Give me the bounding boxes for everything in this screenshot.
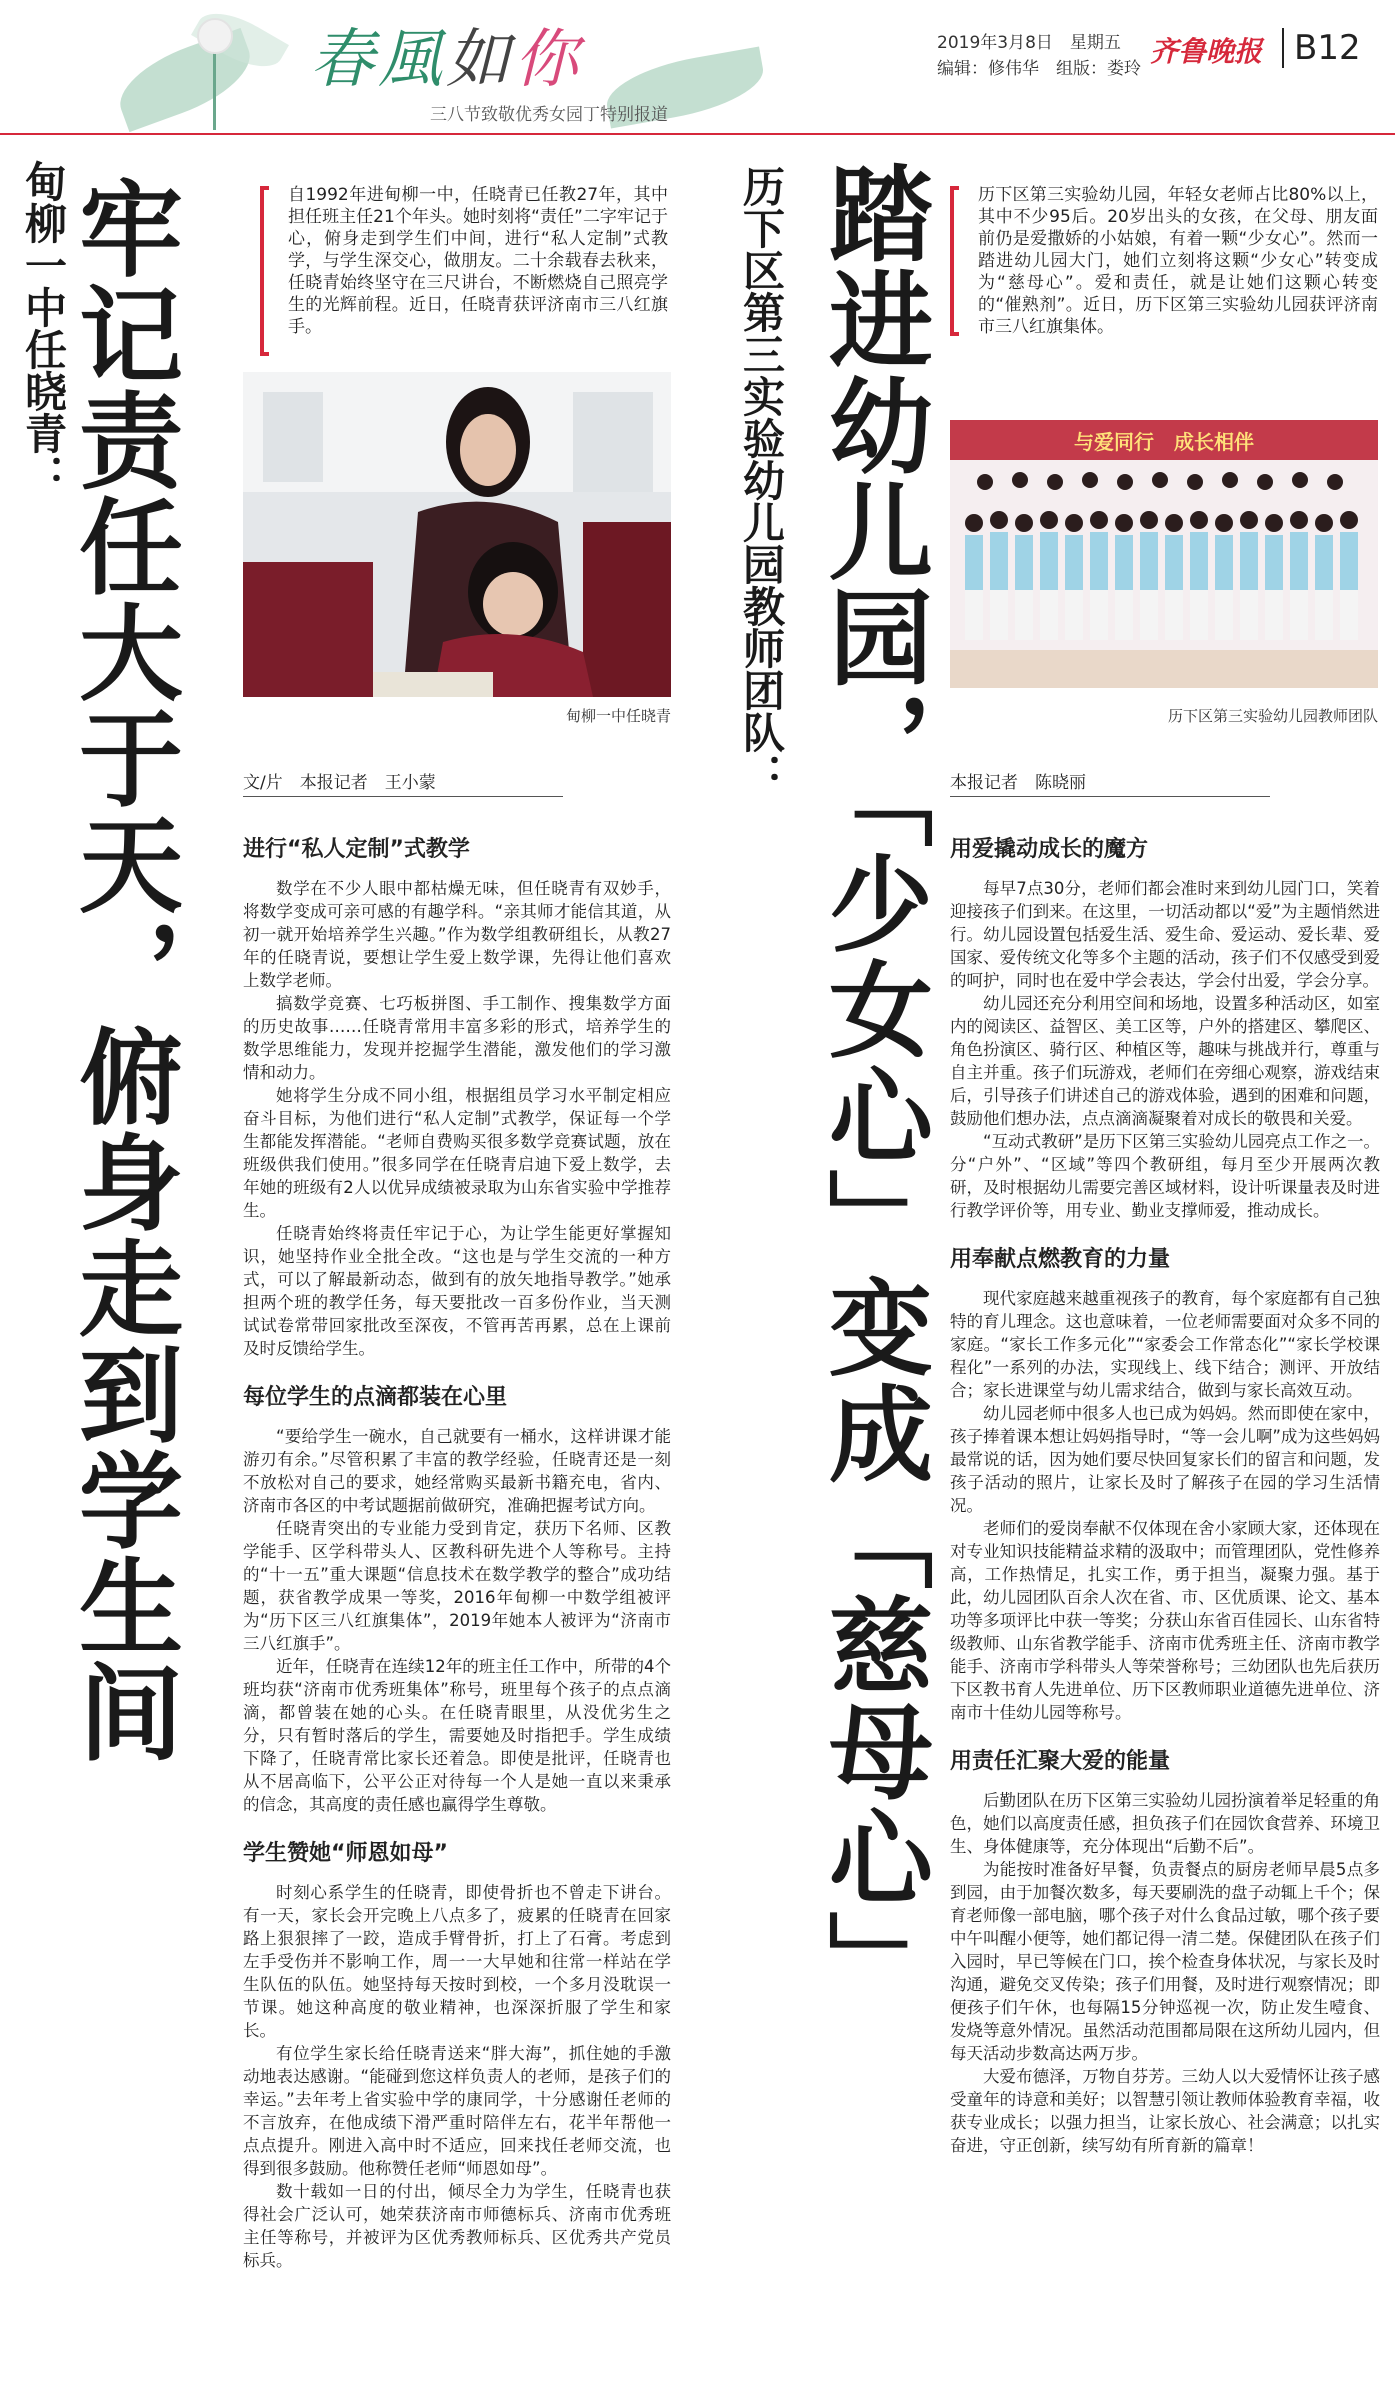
section-heading: 用奉献点燃教育的力量 [950, 1247, 1171, 1272]
right-headline: 踏进幼儿园，「少女心」变成「慈母心」 [811, 160, 933, 2016]
right-photo-caption: 历下区第三实验幼儿园教师团队 [1167, 707, 1378, 725]
newspaper-logo: 齐鲁晚报 [1150, 35, 1263, 68]
paragraph: 任晓青始终将责任牢记于心，为让学生能更好掌握知识，她坚持作业全批全改。“这也是与学生交流的一种方式，可以了解最新动态，做到有的放矢地指导教学。”她承担两个班的教学任务，每天要批改一百多份作业，当天测试试卷常带回家批改至深夜，不管再苦再累，总在上课前及时反馈给学生。 [243, 1224, 671, 1358]
section-heading: 学生赞她“师恩如母” [243, 1841, 448, 1866]
paragraph: 搞数学竞赛、七巧板拼图、手工制作、搜集数学方面的历史故事……任晓青常用丰富多彩的形式，培养学生的数学思维能力，发现并挖掘学生潜能，激发他们的学习激情和动力。 [243, 994, 671, 1082]
paragraph: 幼儿园还充分利用空间和场地，设置多种活动区，如室内的阅读区、益智区、美工区等，户外的搭建区、攀爬区、角色扮演区、骑行区、种植区等，趣味与挑战并行，尊重与自主并重。孩子们玩游戏，老师们在旁细心观察，游戏结束后，引导孩子们讲述自己的游戏体验，遇到的困难和问题，鼓励他们想办法，点点滴滴凝聚着对成长的敬畏和关爱。 [950, 994, 1380, 1128]
paragraph: 大爱布德泽，万物自芬芳。三幼人以大爱情怀让孩子感受童年的诗意和美好；以智慧引领让教师体验教育幸福，收获专业成长；以强力担当，让家长放心、社会满意；以扎实奋进，守正创新，续写幼有所育新的篇章！ [950, 2067, 1380, 2155]
page-number: B12 [1282, 28, 1361, 68]
paragraph: 数学在不少人眼中都枯燥无味，但任晓青有双妙手，将数学变成可亲可感的有趣学科。“亲其师才能信其道，从初一就开始培养学生兴趣。”作为数学组教研组长，从教27年的任晓青说，要想让学生爱上数学课，先得让他们喜欢上数学老师。 [243, 879, 671, 990]
right-photo [950, 420, 1378, 688]
intro-bracket [950, 186, 959, 336]
flower-icon [197, 18, 233, 54]
page-header [0, 0, 1395, 135]
left-body [243, 812, 671, 2272]
paragraph: 数十载如一日的付出，倾尽全力为学生，任晓青也获得社会广泛认可，她荣获济南市师德标兵、济南市优秀班主任等称号，并被评为区优秀教师标兵、区优秀共产党员标兵。 [243, 2182, 671, 2270]
paragraph: “互动式教研”是历下区第三实验幼儿园亮点工作之一。分“户外”、“区域”等四个教研组，每月至少开展两次教研，及时根据幼儿需要完善区域材料，设计听课量表及时进行教学评价等，用专业、勤业支撑师爱，推动成长。 [950, 1132, 1380, 1220]
right-byline: 本报记者 陈晓丽 [950, 768, 1270, 797]
paragraph: 幼儿园老师中很多人也已成为妈妈。然而即使在家中，孩子捧着课本想让妈妈指导时，“等一会儿啊”成为这些妈妈最常说的话，因为她们要尽快回复家长们的留言和问题，发孩子活动的照片，让家长及时了解孩子在园的学习生活情况。 [950, 1404, 1380, 1515]
paragraph: 时刻心系学生的任晓青，即使骨折也不曾走下讲台。有一天，家长会开完晚上八点多了，疲累的任晓青在回家路上狠狠摔了一跤，造成手臂骨折，打上了石膏。考虑到左手受伤并不影响工作，周一一大早她和往常一样站在学生队伍的队伍。她坚持每天按时到校，一个多月没耽误一节课。她这种高度的敬业精神，也深深折服了学生和家长。 [243, 1883, 671, 2040]
section-heading: 用责任汇聚大爱的能量 [950, 1749, 1171, 1774]
paragraph: 现代家庭越来越重视孩子的教育，每个家庭都有自己独特的育儿理念。这也意味着，一位老师需要面对众多不同的家庭。“家长工作多元化”“家委会工作常态化”“家长学校课程化”一系列的办法，实现线上、线下结合；测评、开放结合；家长进课堂与幼儿需求结合，做到与家长高效互动。 [950, 1289, 1380, 1400]
right-subtitle: 历下区第三实验幼儿园教师团队： [737, 165, 786, 795]
editor-credits: 编辑：修伟华 组版：娄玲 [937, 59, 1141, 79]
intro-bracket [260, 186, 269, 356]
banner-title: 春風如你 [310, 23, 582, 97]
left-subtitle: 甸柳一中任晓青： [19, 160, 68, 496]
paragraph: “要给学生一碗水，自己就要有一桶水，这样讲课才能游刃有余。”尽管积累了丰富的教学经验，任晓青还是一刻不放松对自己的要求，她经常购买最新书籍充电，省内、济南市各区的中考试题据前做研究，准确把握考试方向。 [243, 1427, 671, 1515]
paragraph: 任晓青突出的专业能力受到肯定，获历下名师、区教学能手、区学科带头人、区教科研先进个人等称号。主持的“十一五”重大课题“信息技术在数学教学的整合”成功结题，获省教学成果一等奖，2016年甸柳一中数学组被评为“历下区三八红旗集体”，2019年她本人被评为“济南市三八红旗手”。 [243, 1519, 671, 1653]
paragraph: 老师们的爱岗奉献不仅体现在舍小家顾大家，还体现在对专业知识技能精益求精的汲取中；而管理团队，党性修养高，工作热情足，扎实工作，勇于担当，凝聚力强。基于此，幼儿园团队百余人次在省、市、区优质课、论文、基本功等多项评比中获一等奖；分获山东省百佳园长、山东省特级教师、山东省教学能手、济南市优秀班主任、济南市教学能手、济南市学科带头人等荣誉称号；三幼团队也先后获历下区教书育人先进单位、历下区教师职业道德先进单位、济南市十佳幼儿园等称号。 [950, 1519, 1380, 1722]
section-heading: 进行“私人定制”式教学 [243, 837, 470, 862]
left-headline: 牢记责任大于天，俯身走到学生间 [61, 175, 183, 1765]
paragraph: 为能按时准备好早餐，负责餐点的厨房老师早晨5点多到园，由于加餐次数多，每天要刷洗的盘子动辄上千个；保育老师像一部电脑，哪个孩子对什么食品过敏，哪个孩子要中午叫醒小便等，她们都记得一清二楚。保健团队在孩子们入园时，早已等候在门口，挨个检查身体状况，与家长及时沟通，避免交叉传染；孩子们用餐，及时进行观察情况；即便孩子们午休，也每隔15分钟巡视一次，防止发生噎食、发烧等意外情况。虽然活动范围都局限在这所幼儿园内，但每天活动步数高达两万步。 [950, 1860, 1380, 2063]
left-photo-caption: 甸柳一中任晓青 [565, 707, 671, 725]
photo-banner-text: 与爱同行 成长相伴 [1074, 430, 1254, 454]
section-heading: 用爱撬动成长的魔方 [950, 837, 1149, 862]
paragraph: 每早7点30分，老师们都会准时来到幼儿园门口，笑着迎接孩子们到来。在这里，一切活动都以“爱”为主题悄然进行。幼儿园设置包括爱生活、爱生命、爱运动、爱长辈、爱国家、爱传统文化等多个主题的活动，孩子们不仅感受到爱的呵护，同时也在爱中学会表达，学会付出爱，学会分享。 [950, 879, 1380, 990]
issue-date: 2019年3月8日 星期五 [937, 33, 1121, 53]
section-heading: 每位学生的点滴都装在心里 [243, 1385, 508, 1410]
right-body [950, 812, 1380, 2157]
paragraph: 她将学生分成不同小组，根据组员学习水平制定相应奋斗目标，为他们进行“私人定制”式教学，保证每一个学生都能发挥潜能。“老师自费购买很多数学竞赛试题，放在班级供我们使用。”很多同学在任晓青启迪下爱上数学，去年她的班级有2人以优异成绩被录取为山东省实验中学推荐生。 [243, 1086, 671, 1220]
right-intro: 历下区第三实验幼儿园，年轻女老师占比80%以上，其中不少95后。20岁出头的女孩，在父母、朋友面前仍是爱撒娇的小姑娘，有着一颗“少女心”。然而一踏进幼儿园大门，她们立刻将这颗“少女心”转变成为“慈母心”。爱和责任，就是让她们这颗心转变的“催熟剂”。近日，历下区第三实验幼儿园获评济南市三八红旗集体。 [978, 185, 1378, 337]
left-intro: 自1992年进甸柳一中，任晓青已任教27年，其中担任班主任21个年头。她时刻将“责任”二字牢记于心，俯身走到学生们中间，进行“私人定制”式教学，与学生深交心，做朋友。二十余载春去秋来，任晓青始终坚守在三尺讲台，不断燃烧自己照亮学生的光辉前程。近日，任晓青获评济南市三八红旗手。 [288, 185, 668, 337]
paragraph: 后勤团队在历下区第三实验幼儿园扮演着举足轻重的角色，她们以高度责任感，担负孩子们在园饮食营养、环境卫生、身体健康等，充分体现出“后勤不后”。 [950, 1791, 1380, 1856]
paragraph: 有位学生家长给任晓青送来“胖大海”，抓住她的手激动地表达感谢。“能碰到您这样负责人的老师，是孩子们的幸运。”去年考上省实验中学的康同学，十分感谢任老师的不言放弃，在他成绩下滑严重时陪伴左右，花半年帮他一点点提升。刚进入高中时不适应，回来找任老师交流，也得到很多鼓励。他称赞任老师“师恩如母”。 [243, 2044, 671, 2178]
left-photo [243, 372, 671, 697]
paragraph: 近年，任晓青在连续12年的班主任工作中，所带的4个班均获“济南市优秀班集体”称号，班里每个孩子的点点滴滴，都曾装在她的心头。在任晓青眼里，从没优劣生之分，只有暂时落后的学生，需要她及时指把手。学生成绩下降了，任晓青常比家长还着急。即使是批评，任晓青也从不居高临下，公平公正对待每一个人是她一直以来秉承的信念，其高度的责任感也赢得学生尊敬。 [243, 1657, 671, 1814]
team-photo-illustration [950, 420, 1378, 688]
banner-subtitle: 三八节致敬优秀女园丁特别报道 [430, 105, 668, 125]
teacher-photo-illustration [243, 372, 671, 697]
left-byline: 文/片 本报记者 王小蒙 [243, 768, 563, 797]
